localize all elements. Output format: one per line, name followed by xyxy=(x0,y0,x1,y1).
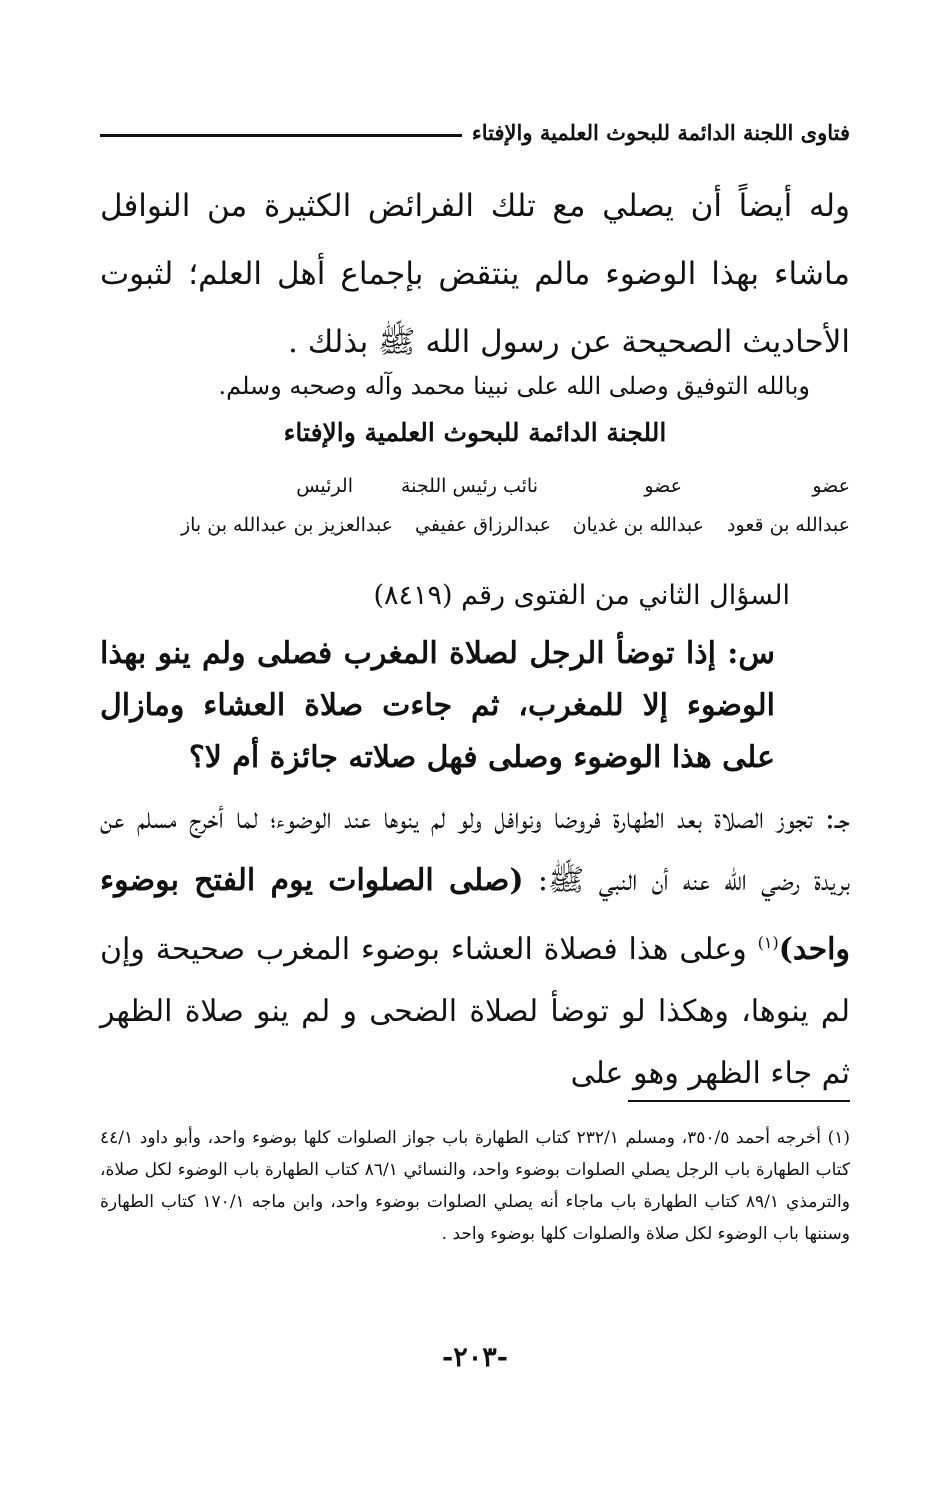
role-member-1: عضو xyxy=(812,475,850,497)
footnote-text: (١) أخرجه أحمد ٣٥٠/٥، ومسلم ٢٣٢/١ كتاب الطهارة باب جواز الصلوات كلها بوضوء واحد، وأبو داود ٤٤/١ كتاب الطهارة باب الرجل يصلي الصلوات بوضوء واحد، والنسائي ٨٦/١ كتاب الطهارة باب الوضوء لكل صلاة، والترمذي ٨٩/١ كتاب الطهارة باب ماجاء أنه يصلي الصلوات بوضوء واحد، وابن ماجه ١٧٠/١ كتاب الطهارة وسننها باب الوضوء لكل صلاة والصلوات كلها بوضوء واحد . xyxy=(100,1128,851,1244)
committee-title: اللجنة الدائمة للبحوث العلمية والإفتاء xyxy=(283,418,667,447)
footnote-separator xyxy=(628,1100,850,1102)
closing-line: وبالله التوفيق وصلى الله على نبينا محمد وآله وصحبه وسلم. xyxy=(218,372,810,400)
role-president: الرئيس xyxy=(296,475,353,497)
footnote-reference: (١) xyxy=(757,933,779,952)
answer-text-part1: جـ: تجوز الصلاة بعد الطهارة فروضا ونوافل ولو لم ينوها عند الوضوء؛ لما أخرج مسلم عن بريدة رضي الله عنه أن النبي ﷺ: xyxy=(100,801,851,898)
answer-paragraph xyxy=(100,788,850,1105)
hadith-quote: (صلى الصلوات يوم الفتح بوضوء واحد) xyxy=(100,863,850,967)
running-header xyxy=(100,120,850,145)
name-member-2: عبدالله بن غديان xyxy=(572,514,704,536)
header-title: فتاوى اللجنة الدائمة للبحوث العلمية والإفتاء xyxy=(471,120,850,145)
question-text: س: إذا توضأ الرجل لصلاة المغرب فصلى ولم ينو بهذا الوضوء إلا للمغرب، ثم جاءت صلاة العشاء ومازال على هذا الوضوء وصلى فهل صلاته جائزة أم لا؟ xyxy=(100,636,775,775)
role-member-2: عضو xyxy=(644,475,682,497)
answer-text-part2: وعلى هذا فصلاة العشاء بوضوء المغرب صحيحة وإن لم ينوها، وهكذا لو توضأ لصلاة الضحى و لم ينو صلاة الظهر ثم جاء الظهر وهو على xyxy=(100,932,850,1091)
question-heading: السؤال الثاني من الفتوى رقم (٨٤١٩) xyxy=(373,580,790,611)
name-member-1: عبدالله بن قعود xyxy=(727,514,850,536)
page-number: -٢٠٣- xyxy=(442,1342,508,1373)
role-vice-president: نائب رئيس اللجنة xyxy=(400,475,538,497)
intro-paragraph: وله أيضاً أن يصلي مع تلك الفرائض الكثيرة من النوافل ماشاء بهذا الوضوء مالم ينتقض بإجماع أهل العلم؛ لثبوت الأحاديث الصحيحة عن رسول الله ﷺ بذلك . xyxy=(100,188,850,360)
name-vice-president: عبدالرزاق عفيفي xyxy=(415,514,551,536)
header-rule xyxy=(100,134,462,137)
name-president: عبدالعزيز بن عبدالله بن باز xyxy=(180,514,393,536)
